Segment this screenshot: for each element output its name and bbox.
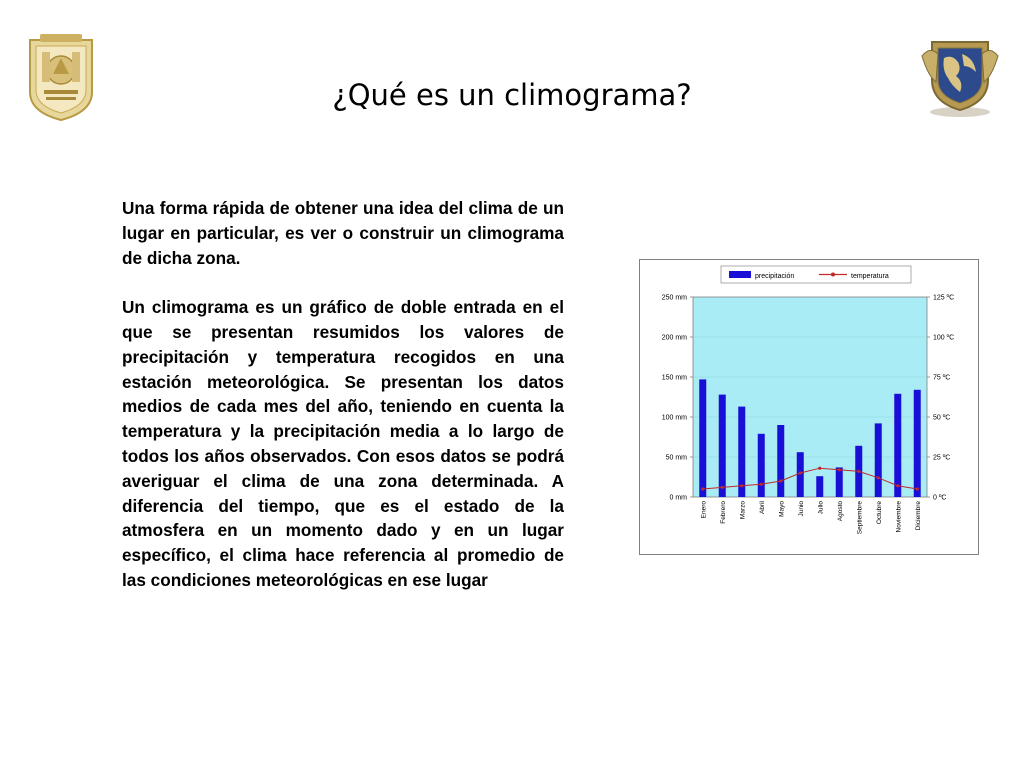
temperature-point-septiembre: [857, 470, 860, 473]
bar-agosto: [836, 467, 843, 497]
x-tick-label-mayo: Mayo: [778, 501, 786, 517]
left-tick-label: 200 mm: [661, 334, 687, 342]
bar-mayo: [777, 425, 784, 497]
temperature-point-marzo: [740, 484, 743, 487]
right-tick-label: 25 ºC: [933, 454, 951, 462]
chart-legend: [721, 266, 911, 283]
bar-febrero: [719, 395, 726, 497]
temperature-point-junio: [799, 471, 802, 474]
left-tick-label: 50 mm: [665, 454, 687, 462]
left-tick-label: 100 mm: [661, 414, 687, 422]
climograma-chart: [639, 259, 979, 555]
legend-label-precipitacion: precipitación: [755, 273, 795, 280]
slide-title: ¿Qué es un climograma?: [332, 78, 692, 112]
temperature-point-noviembre: [896, 484, 899, 487]
bar-marzo: [738, 407, 745, 497]
body-text: [122, 196, 564, 593]
temperature-point-julio: [818, 467, 821, 470]
x-tick-label-julio: Julio: [817, 501, 825, 515]
x-tick-label-septiembre: Septiembre: [856, 501, 864, 535]
x-tick-label-agosto: Agosto: [836, 501, 844, 522]
paragraph-definition: Un climograma es un gráfico de doble entrada en el que se presentan resumidos los valores de precipitación y temperatura recogidos en una estación meteorológica. Se presentan los datos medios de cada mes del año, teniendo en cuenta la temperatura y la precipitación media a lo largo de todos los años observados. Con esos datos se podrá averiguar el clima de una zona determinada. A diferencia del tiempo, que es el estado de la atmosfera en un momento dado y en un lugar específico, el clima hace referencia al promedio de las condiciones meteorológicas en ese lugar: [122, 297, 564, 590]
temperature-point-diciembre: [916, 487, 919, 490]
bar-octubre: [875, 423, 882, 497]
x-tick-label-febrero: Febrero: [719, 501, 727, 524]
temperature-point-octubre: [877, 476, 880, 479]
plot-area: [693, 297, 927, 497]
bar-julio: [816, 476, 823, 497]
x-tick-label-enero: Enero: [700, 501, 708, 519]
temperature-point-febrero: [721, 486, 724, 489]
left-tick-label: 150 mm: [661, 374, 687, 382]
legend-swatch-precipitacion: [729, 271, 751, 278]
right-tick-label: 0 ºC: [933, 494, 947, 502]
x-tick-label-abril: Abril: [758, 501, 766, 515]
x-tick-label-diciembre: Diciembre: [914, 501, 922, 531]
right-tick-label: 100 ºC: [933, 334, 955, 342]
bar-noviembre: [894, 394, 901, 497]
bar-diciembre: [914, 390, 921, 497]
temperature-point-agosto: [838, 468, 841, 471]
x-tick-label-noviembre: Noviembre: [895, 501, 903, 533]
paragraph-intro: Una forma rápida de obtener una idea del clima de un lugar en particular, es ver o construir un climograma de dicha zona.: [122, 198, 564, 268]
right-tick-label: 125 ºC: [933, 294, 955, 302]
bar-enero: [699, 379, 706, 497]
x-tick-label-octubre: Octubre: [875, 501, 883, 525]
temperature-point-enero: [701, 487, 704, 490]
bar-junio: [797, 452, 804, 497]
left-tick-label: 0 mm: [669, 494, 687, 502]
bar-abril: [758, 434, 765, 497]
temperature-point-mayo: [779, 479, 782, 482]
legend-label-temperatura: temperatura: [851, 273, 889, 280]
right-tick-label: 75 ºC: [933, 374, 951, 382]
x-tick-label-junio: Junio: [797, 501, 805, 517]
x-tick-label-marzo: Marzo: [739, 501, 747, 520]
temperature-point-abril: [760, 483, 763, 486]
right-tick-label: 50 ºC: [933, 414, 951, 422]
left-tick-label: 250 mm: [661, 294, 687, 302]
